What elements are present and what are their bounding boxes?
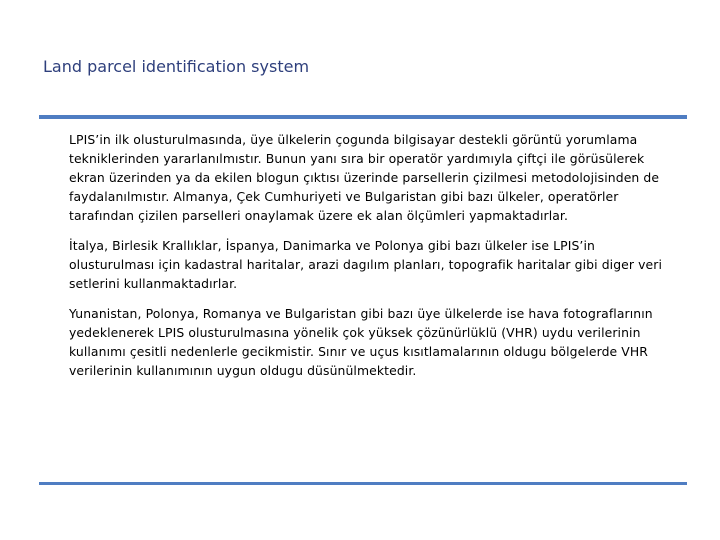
slide-body	[69, 130, 679, 391]
slide-title: Land parcel identification system	[43, 57, 310, 76]
bottom-divider	[39, 482, 687, 485]
top-divider	[39, 115, 687, 119]
paragraph-cadastral-maps: İtalya, Birlesik Krallıklar, İspanya, Danimarka ve Polonya gibi bazı ülkeler ise LPIS’in olusturulması için kadastral haritalar, arazi dagılım planları, topografik haritalar gibi diger veri setlerini kullanmaktadırlar.	[69, 238, 663, 291]
paragraph-vhr-imagery: Yunanistan, Polonya, Romanya ve Bulgaristan gibi bazı üye ülkelerde ise hava fotograflarının yedeklenerek LPIS olusturulmasına yönelik çok yüksek çözünürlüklü (VHR) uydu verilerinin kullanımı çesitli nedenlerle gecikmistir. Sınır ve uçus kısıtlamalarının oldugu bölgelerde VHR verilerinin kullanımının uygun oldugu düsünülmektedir.	[69, 306, 653, 378]
paragraph-lpis-creation: LPIS’in ilk olusturulmasında, üye ülkelerin çogunda bilgisayar destekli görüntü yorumlama tekniklerinden yararlanılmıstır. Bunun yanı sıra bir operatör yardımıyla çiftçi ile görüsülerek ekran üzerinden ya da ekilen blogun çıktısı üzerinde parsellerin çizilmesi metodolojisinden de faydalanılmıstır. Almanya, Çek Cumhuriyeti ve Bulgaristan gibi bazı ülkeler, operatörler tarafından çizilen parselleri onaylamak üzere ek alan ölçümleri yapmaktadırlar.	[69, 132, 660, 223]
